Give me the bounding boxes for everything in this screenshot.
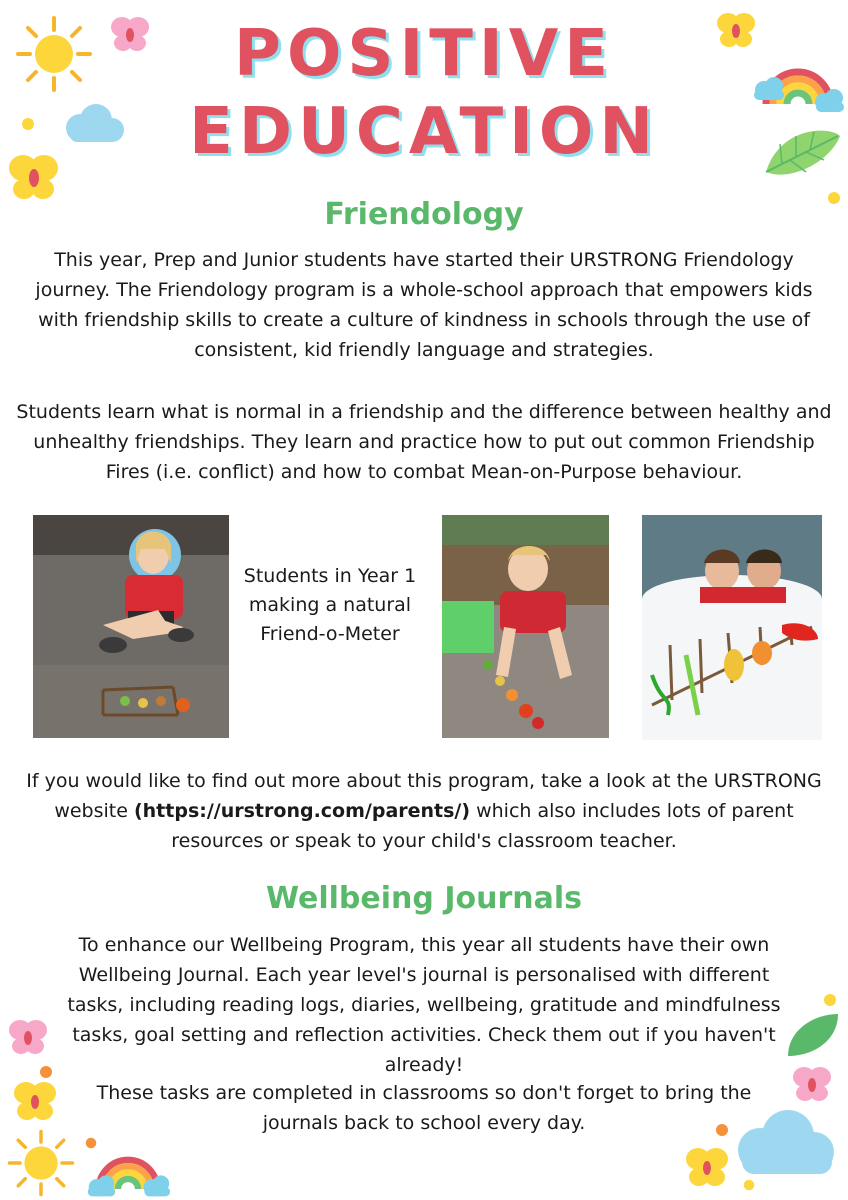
photo-student-crawling [442, 515, 609, 738]
sun-icon [14, 14, 94, 94]
wellbeing-intro: To enhance our Wellbeing Program, this year all students have their own Wellbeing Journal. Each year level's journal is personalised with different tasks, including reading logs, diaries, wellbeing, gratitude and mindfulness tasks, goal setting and reflection activities. Check them out if you haven't already! [67, 934, 781, 1076]
more-info-text-after: which also includes lots of parent resources or speak to your child's classroom teacher. [171, 800, 794, 852]
more-info-paragraph [20, 766, 828, 856]
leaf-icon [784, 1010, 842, 1060]
friendology-intro: This year, Prep and Junior students have started their URSTRONG Friendology journey. The Friendology program is a whole-school approach that empowers kids with friendship skills to create a culture of kindness in schools through the use of consistent, kid friendly language and strategies. [35, 249, 813, 361]
photo-students-peeking [642, 515, 822, 740]
dot-icon [714, 1122, 730, 1138]
cloud-icon [60, 100, 128, 148]
rainbow-icon [752, 46, 844, 116]
rainbow-icon [84, 1136, 172, 1200]
butterfly-icon [6, 150, 62, 206]
leaf-icon [760, 122, 844, 182]
friendology-details: Students learn what is normal in a friendship and the difference between healthy and unhealthy friendships. They learn and practice how to put out common Friendship Fires (i.e. conflict) and how to combat Mean-on-Purpose behaviour. [16, 401, 832, 483]
photo-student-sitting [33, 515, 229, 738]
sun-icon [6, 1128, 76, 1198]
cloud-icon [730, 1104, 840, 1182]
wellbeing-reminder: These tasks are completed in classrooms so don't forget to bring the journals back to school every day. [96, 1082, 752, 1134]
wellbeing-heading: Wellbeing Journals [266, 881, 582, 916]
urstrong-link[interactable]: (https://urstrong.com/parents/) [133, 800, 471, 822]
photo-caption: Students in Year 1 making a natural Friend-o-Meter [243, 565, 417, 645]
dot-icon [742, 1178, 756, 1192]
friendology-heading: Friendology [324, 197, 524, 232]
page-title-line2: EDUCATION [189, 95, 659, 169]
butterfly-icon [684, 1144, 730, 1190]
page-title-line1: POSITIVE [234, 17, 614, 91]
dot-icon [20, 116, 36, 132]
butterfly-icon [12, 1078, 58, 1124]
butterfly-icon [6, 1015, 50, 1059]
dot-icon [822, 992, 838, 1008]
butterfly-icon [790, 1062, 834, 1106]
more-info-text-before: If you would like to find out more about this program, take a look at the URSTRONG website [26, 770, 822, 822]
butterfly-icon [108, 12, 152, 56]
